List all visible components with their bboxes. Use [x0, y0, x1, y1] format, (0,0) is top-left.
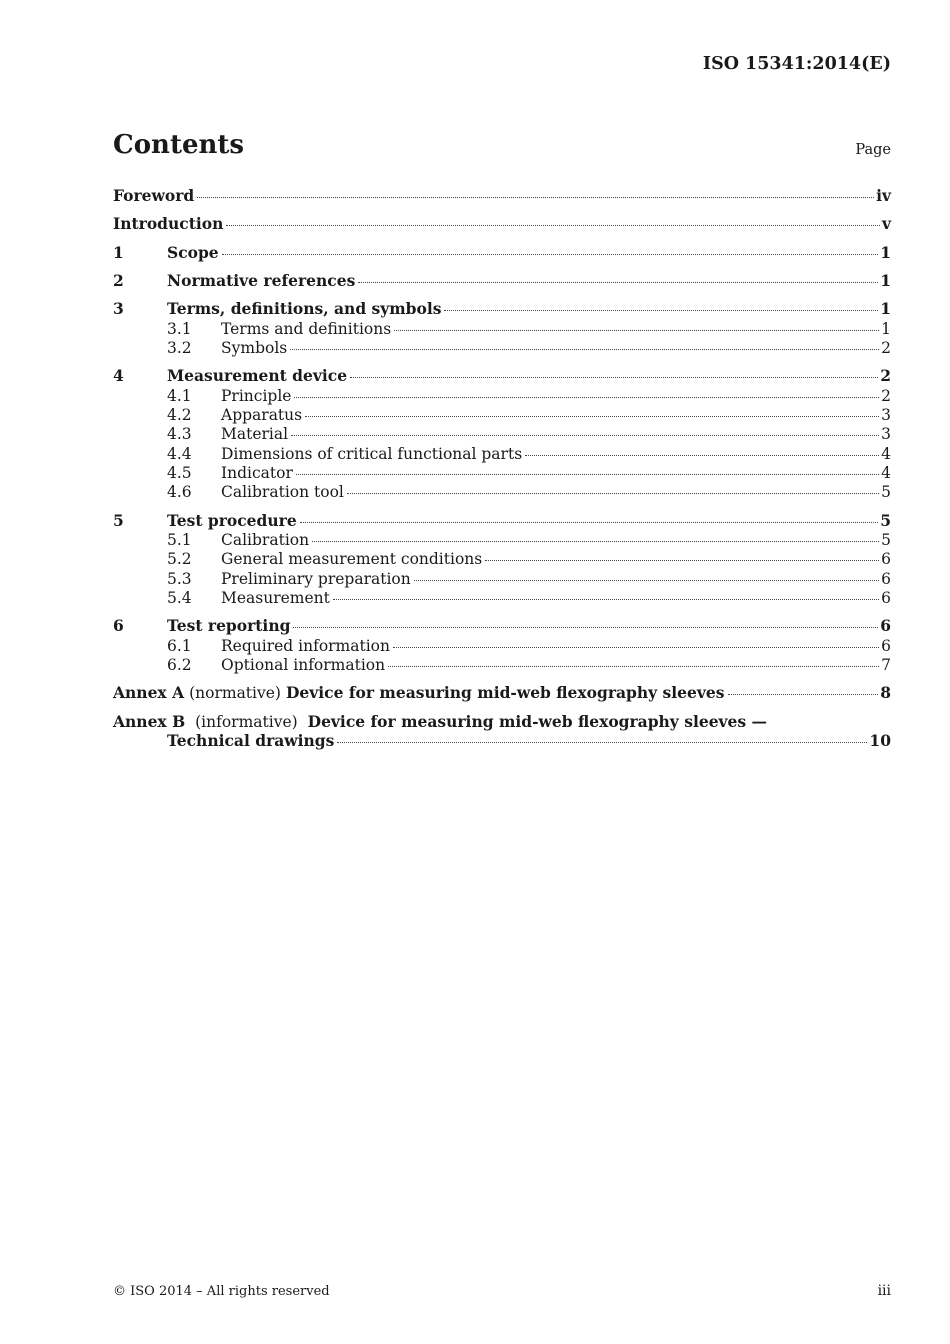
toc-entry-title: Preliminary preparation: [221, 570, 411, 588]
toc-entry-title-line2: Technical drawings: [167, 731, 335, 750]
toc-entry-foreword[interactable]: [113, 186, 891, 206]
toc-entry-page: 1: [880, 299, 891, 318]
toc-entry-number: 5.2: [167, 550, 192, 568]
toc-entry-title: Scope: [167, 243, 219, 262]
toc-entry-number: 4.3: [167, 425, 192, 443]
document-id: ISO 15341:2014(E): [702, 54, 891, 74]
toc-entry-page: 6: [881, 550, 891, 568]
toc-entry-number: 5: [113, 511, 124, 530]
toc-entry-section-5[interactable]: [113, 511, 891, 531]
toc-entry-title: Material: [221, 425, 289, 443]
toc-entry-introduction[interactable]: [113, 214, 891, 234]
annex-label: Annex B: [113, 712, 186, 731]
toc-entry-page: 3: [881, 425, 891, 443]
toc-entry-number: 5.1: [167, 531, 192, 549]
dot-leader: [290, 349, 879, 350]
dot-leader: [222, 254, 879, 255]
toc-entry-section-2[interactable]: [113, 271, 891, 291]
toc-entry-page: 5: [880, 511, 891, 530]
dot-leader: [296, 474, 879, 475]
dot-leader: [388, 666, 879, 667]
dot-leader: [393, 647, 879, 648]
toc-entry-number: 5.3: [167, 570, 192, 588]
toc-entry-title: Terms, definitions, and symbols: [167, 299, 442, 318]
toc-entry-annex-a[interactable]: [113, 683, 891, 703]
toc-entry-title: Dimensions of critical functional parts: [221, 445, 523, 463]
toc-entry-section-4-6[interactable]: [167, 482, 891, 502]
toc-entry-section-6-2[interactable]: [167, 655, 891, 675]
toc-entry-title: Optional information: [221, 656, 386, 674]
toc-entry-title: Normative references: [167, 271, 356, 290]
toc-entry-page: 5: [881, 531, 891, 549]
page-column-label: Page: [855, 142, 891, 158]
dot-leader: [485, 560, 879, 561]
dot-leader: [347, 493, 879, 494]
toc-entry-page: 8: [880, 683, 891, 702]
toc-entry-page: 10: [869, 731, 891, 750]
toc-entry-title: Symbols: [221, 339, 288, 357]
toc-entry-number: 2: [113, 271, 124, 290]
toc-entry-annex-b[interactable]: [113, 712, 891, 732]
toc-entry-page: 5: [881, 483, 891, 501]
toc-entry-title: Required information: [221, 637, 390, 655]
toc-entry-page: 1: [880, 243, 891, 262]
contents-title: Contents: [113, 130, 245, 160]
dot-leader: [525, 455, 879, 456]
toc-entry-title: Test reporting: [167, 616, 291, 635]
dot-leader: [291, 435, 879, 436]
toc-entry-section-3-1[interactable]: [167, 319, 891, 339]
dot-leader: [337, 742, 867, 743]
toc-entry-title: Calibration tool: [221, 483, 344, 501]
toc-entry-number: 4.6: [167, 483, 192, 501]
toc-entry-section-3[interactable]: [113, 299, 891, 319]
toc-entry-title: Test procedure: [167, 511, 297, 530]
toc-entry-number: 4.4: [167, 445, 192, 463]
toc-entry-page: iv: [876, 186, 891, 205]
annex-type: (normative): [189, 684, 281, 702]
annex-label: Annex A: [113, 683, 185, 702]
toc-entry-section-5-3[interactable]: [167, 569, 891, 589]
toc-entry-title: Apparatus: [221, 406, 303, 424]
toc-entry-title: Calibration: [221, 531, 310, 549]
toc-entry-page: 7: [881, 656, 891, 674]
toc-entry-section-4-5[interactable]: [167, 463, 891, 483]
toc-entry-page: 2: [881, 339, 891, 357]
toc-entry-number: 4.2: [167, 406, 192, 424]
toc-entry-title: General measurement conditions: [221, 550, 483, 568]
toc-entry-page: v: [881, 214, 891, 233]
toc-entry-number: 3.2: [167, 339, 192, 357]
toc-entry-section-5-2[interactable]: [167, 549, 891, 569]
toc-entry-number: 5.4: [167, 589, 192, 607]
dot-leader: [414, 580, 879, 581]
toc-entry-title: Measurement device: [167, 366, 348, 385]
toc-entry-page: 6: [880, 616, 891, 635]
toc-entry-title-line1: Device for measuring mid-web flexography sleeves —: [307, 712, 768, 731]
copyright-notice: © ISO 2014 – All rights reserved: [113, 1284, 330, 1299]
toc-entry-section-4[interactable]: [113, 366, 891, 386]
dot-leader: [444, 310, 878, 311]
toc-entry-number: 3.1: [167, 320, 192, 338]
toc-entry-page: 2: [881, 387, 891, 405]
toc-entry-section-1[interactable]: [113, 243, 891, 263]
toc-entry-title: Measurement: [221, 589, 330, 607]
dot-leader: [305, 416, 879, 417]
dot-leader: [293, 627, 878, 628]
toc-entry-page: 4: [881, 445, 891, 463]
toc-entry-annex-b-continued[interactable]: [167, 731, 891, 751]
toc-entry-section-5-4[interactable]: [167, 588, 891, 608]
toc-entry-title: Terms and definitions: [221, 320, 392, 338]
toc-entry-title: Indicator: [221, 464, 293, 482]
dot-leader: [226, 225, 880, 226]
dot-leader: [197, 197, 874, 198]
toc-entry-page: 3: [881, 406, 891, 424]
toc-entry-section-3-2[interactable]: [167, 338, 891, 358]
toc-entry-number: 4.5: [167, 464, 192, 482]
dot-leader: [300, 522, 879, 523]
toc-entry-section-5-1[interactable]: [167, 530, 891, 550]
toc-entry-section-4-1[interactable]: [167, 386, 891, 406]
annex-type: (informative): [195, 713, 298, 731]
page-number: iii: [877, 1283, 891, 1299]
dot-leader: [728, 694, 879, 695]
toc-entry-section-4-4[interactable]: [167, 444, 891, 464]
toc-entry-title: Principle: [221, 387, 292, 405]
toc-entry-title: Foreword: [113, 186, 195, 205]
toc-entry-page: 6: [881, 637, 891, 655]
dot-leader: [294, 397, 879, 398]
toc-entry-number: 3: [113, 299, 124, 318]
toc-entry-title: Device for measuring mid-web flexography sleeves: [285, 683, 725, 702]
toc-entry-number: 6.2: [167, 656, 192, 674]
dot-leader: [312, 541, 879, 542]
dot-leader: [358, 282, 878, 283]
toc-entry-number: 4: [113, 366, 124, 385]
toc-entry-page: 1: [881, 320, 891, 338]
toc-entry-page: 1: [880, 271, 891, 290]
toc-entry-number: 6.1: [167, 637, 192, 655]
toc-entry-page: 6: [881, 570, 891, 588]
toc-entry-number: 4.1: [167, 387, 192, 405]
toc-entry-section-4-2[interactable]: [167, 405, 891, 425]
toc-entry-page: 6: [881, 589, 891, 607]
toc-entry-title: Introduction: [113, 214, 224, 233]
toc-entry-number: 6: [113, 616, 124, 635]
dot-leader: [394, 330, 879, 331]
dot-leader: [333, 599, 879, 600]
toc-entry-page: 4: [881, 464, 891, 482]
toc-entry-number: 1: [113, 243, 124, 262]
toc-entry-section-4-3[interactable]: [167, 424, 891, 444]
toc-entry-page: 2: [880, 366, 891, 385]
toc-entry-section-6[interactable]: [113, 616, 891, 636]
toc-entry-section-6-1[interactable]: [167, 636, 891, 656]
dot-leader: [350, 377, 878, 378]
